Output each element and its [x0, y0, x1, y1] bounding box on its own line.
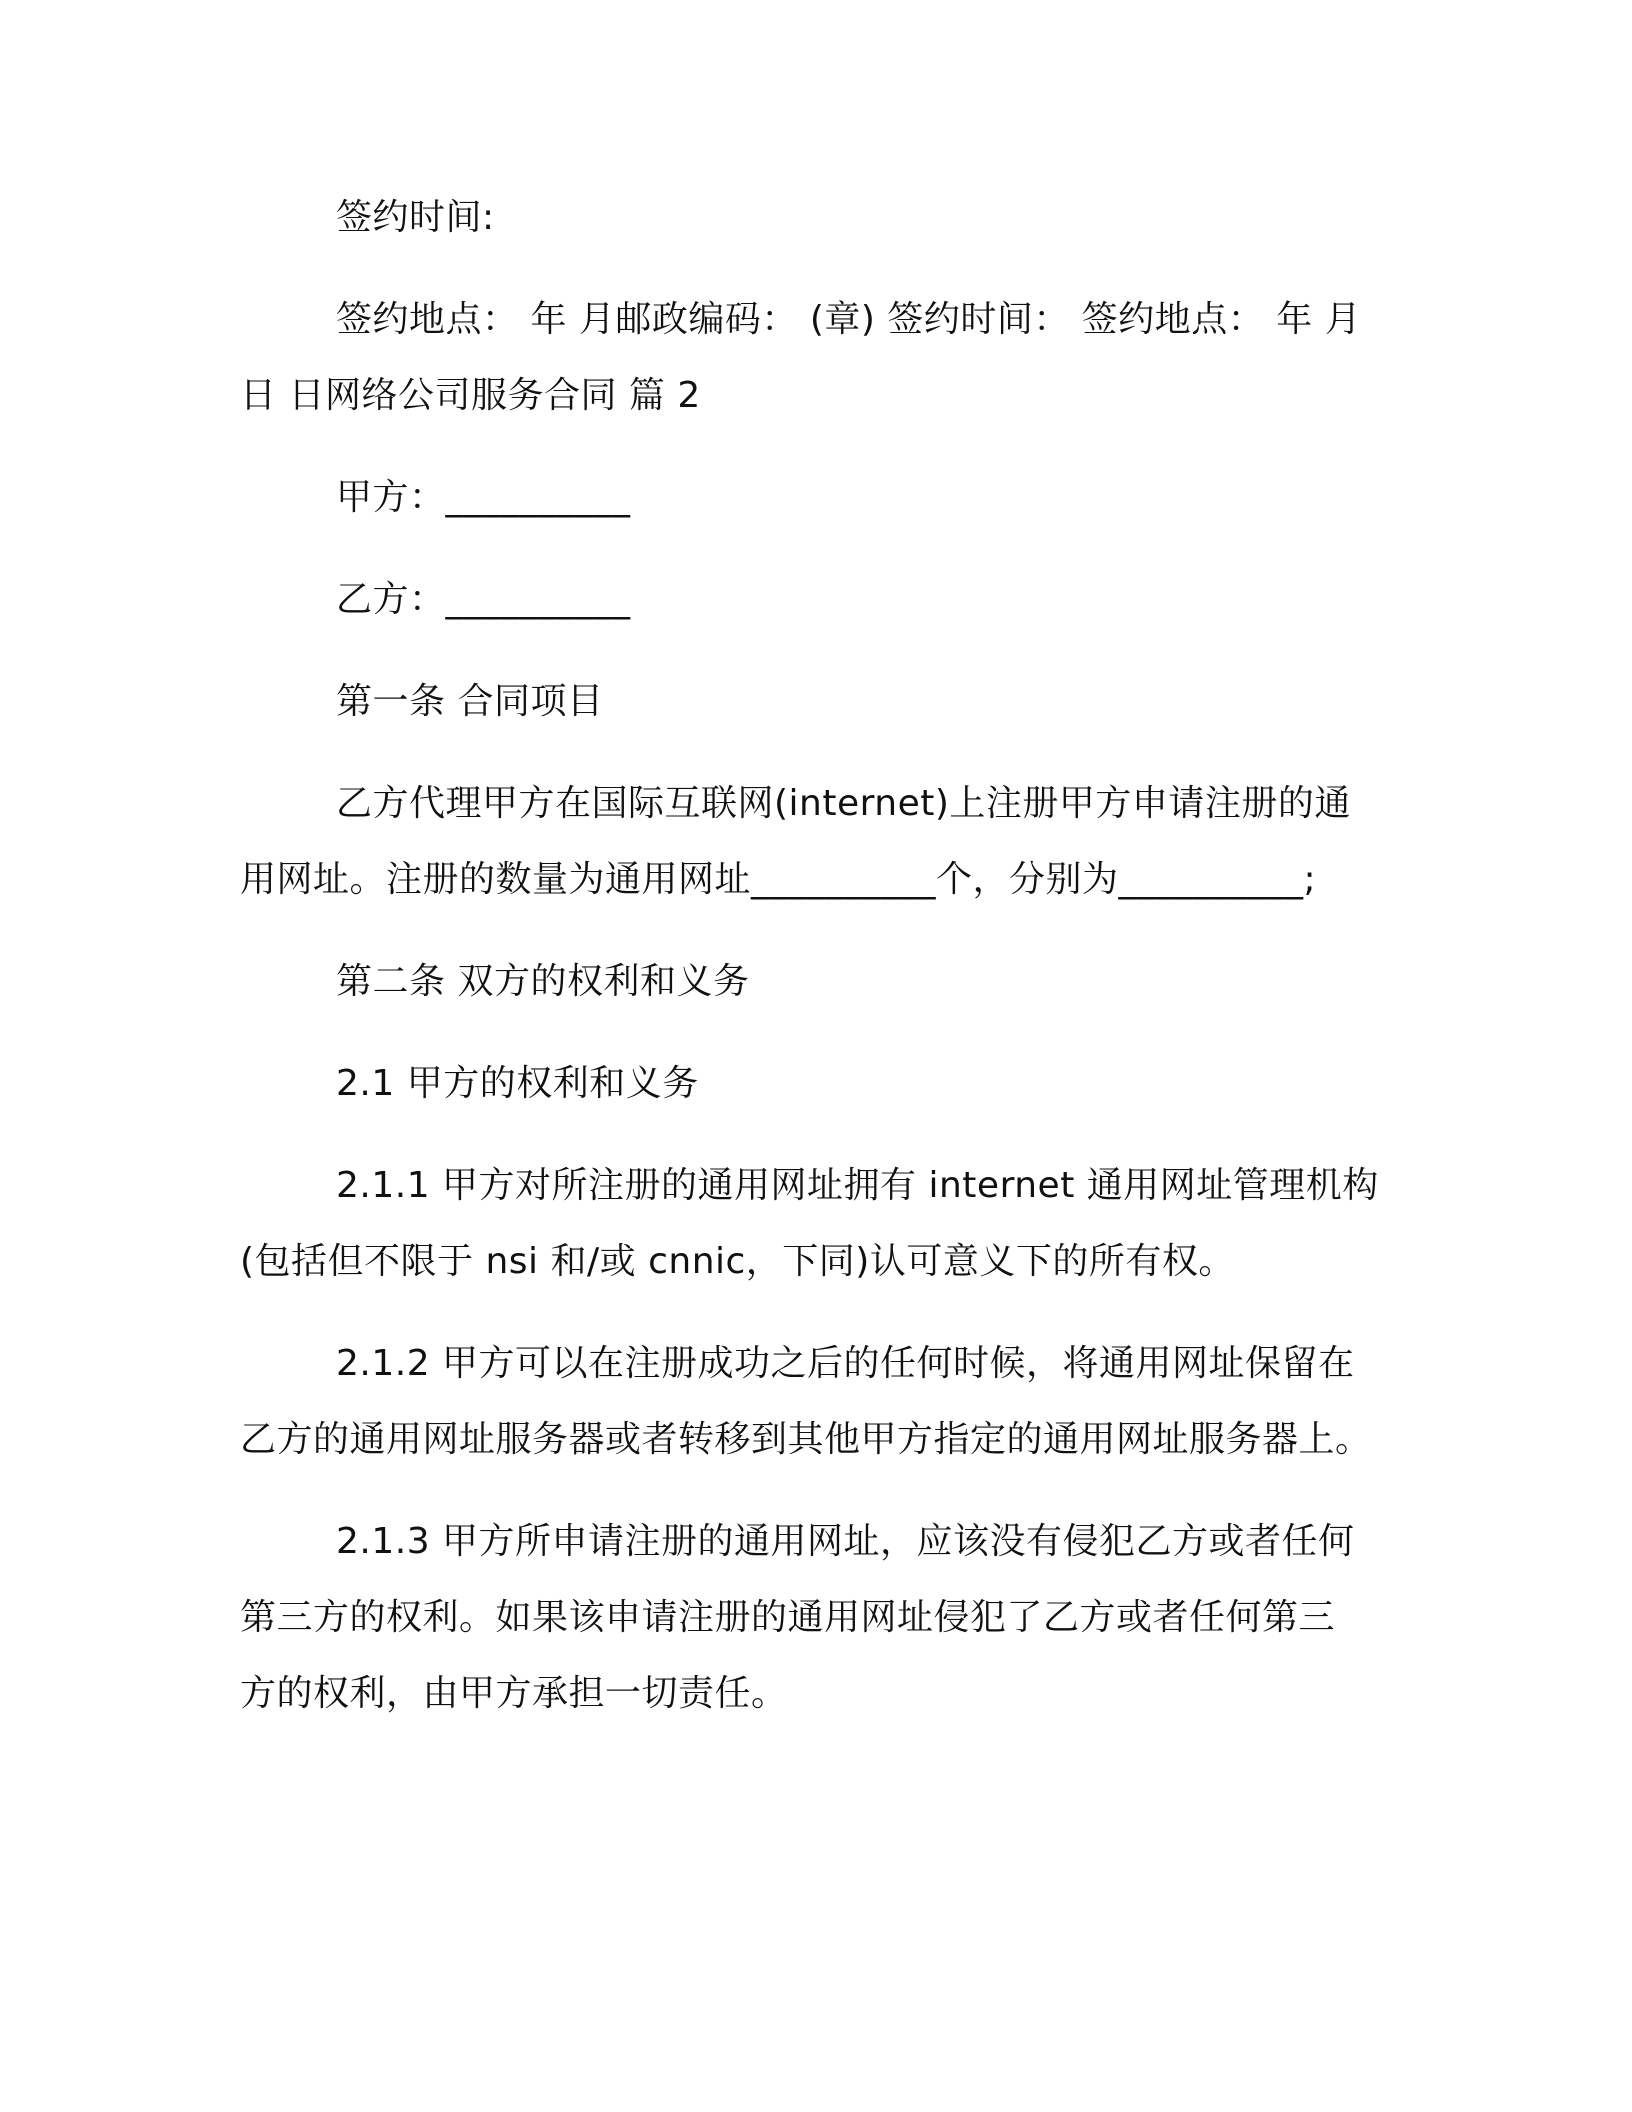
clause-2-1-3-line-1: 2.1.3 甲方所申请注册的通用网址，应该没有侵犯乙方或者任何	[336, 1521, 1355, 1562]
clause-2-1-2-line-2: 乙方的通用网址服务器或者转移到其他甲方指定的通用网址服务器上。	[240, 1419, 1372, 1460]
clause-2-1-3-line-3: 方的权利，由甲方承担一切责任。	[240, 1673, 788, 1714]
article-2-heading: 第二条 双方的权利和义务	[336, 961, 750, 1002]
section-2-1-heading: 2.1 甲方的权利和义务	[336, 1063, 699, 1104]
signing-place-line: 签约地点： 年 月邮政编码： (章) 签约时间： 签约地点： 年 月	[336, 299, 1362, 340]
article-1-heading: 第一条 合同项目	[336, 681, 604, 722]
clause-2-1-2-line-1: 2.1.2 甲方可以在注册成功之后的任何时候，将通用网址保留在	[336, 1343, 1355, 1384]
article-1-paragraph-line-1: 乙方代理甲方在国际互联网(internet)上注册甲方申请注册的通	[336, 783, 1351, 824]
article-1-paragraph-line-2: 用网址。注册的数量为通用网址__________个，分别为__________;	[240, 859, 1317, 900]
party-b-line: 乙方：__________	[336, 579, 631, 620]
clause-2-1-1-line-2: (包括但不限于 nsi 和/或 cnnic，下同)认可意义下的所有权。	[240, 1241, 1235, 1282]
contract-title-line: 日 日网络公司服务合同 篇 2	[240, 375, 701, 416]
clause-2-1-3-line-2: 第三方的权利。如果该申请注册的通用网址侵犯了乙方或者任何第三	[240, 1597, 1336, 1638]
clause-2-1-1-line-1: 2.1.1 甲方对所注册的通用网址拥有 internet 通用网址管理机构	[336, 1165, 1379, 1206]
party-a-line: 甲方：__________	[336, 477, 631, 518]
signing-time-line: 签约时间:	[336, 197, 495, 238]
